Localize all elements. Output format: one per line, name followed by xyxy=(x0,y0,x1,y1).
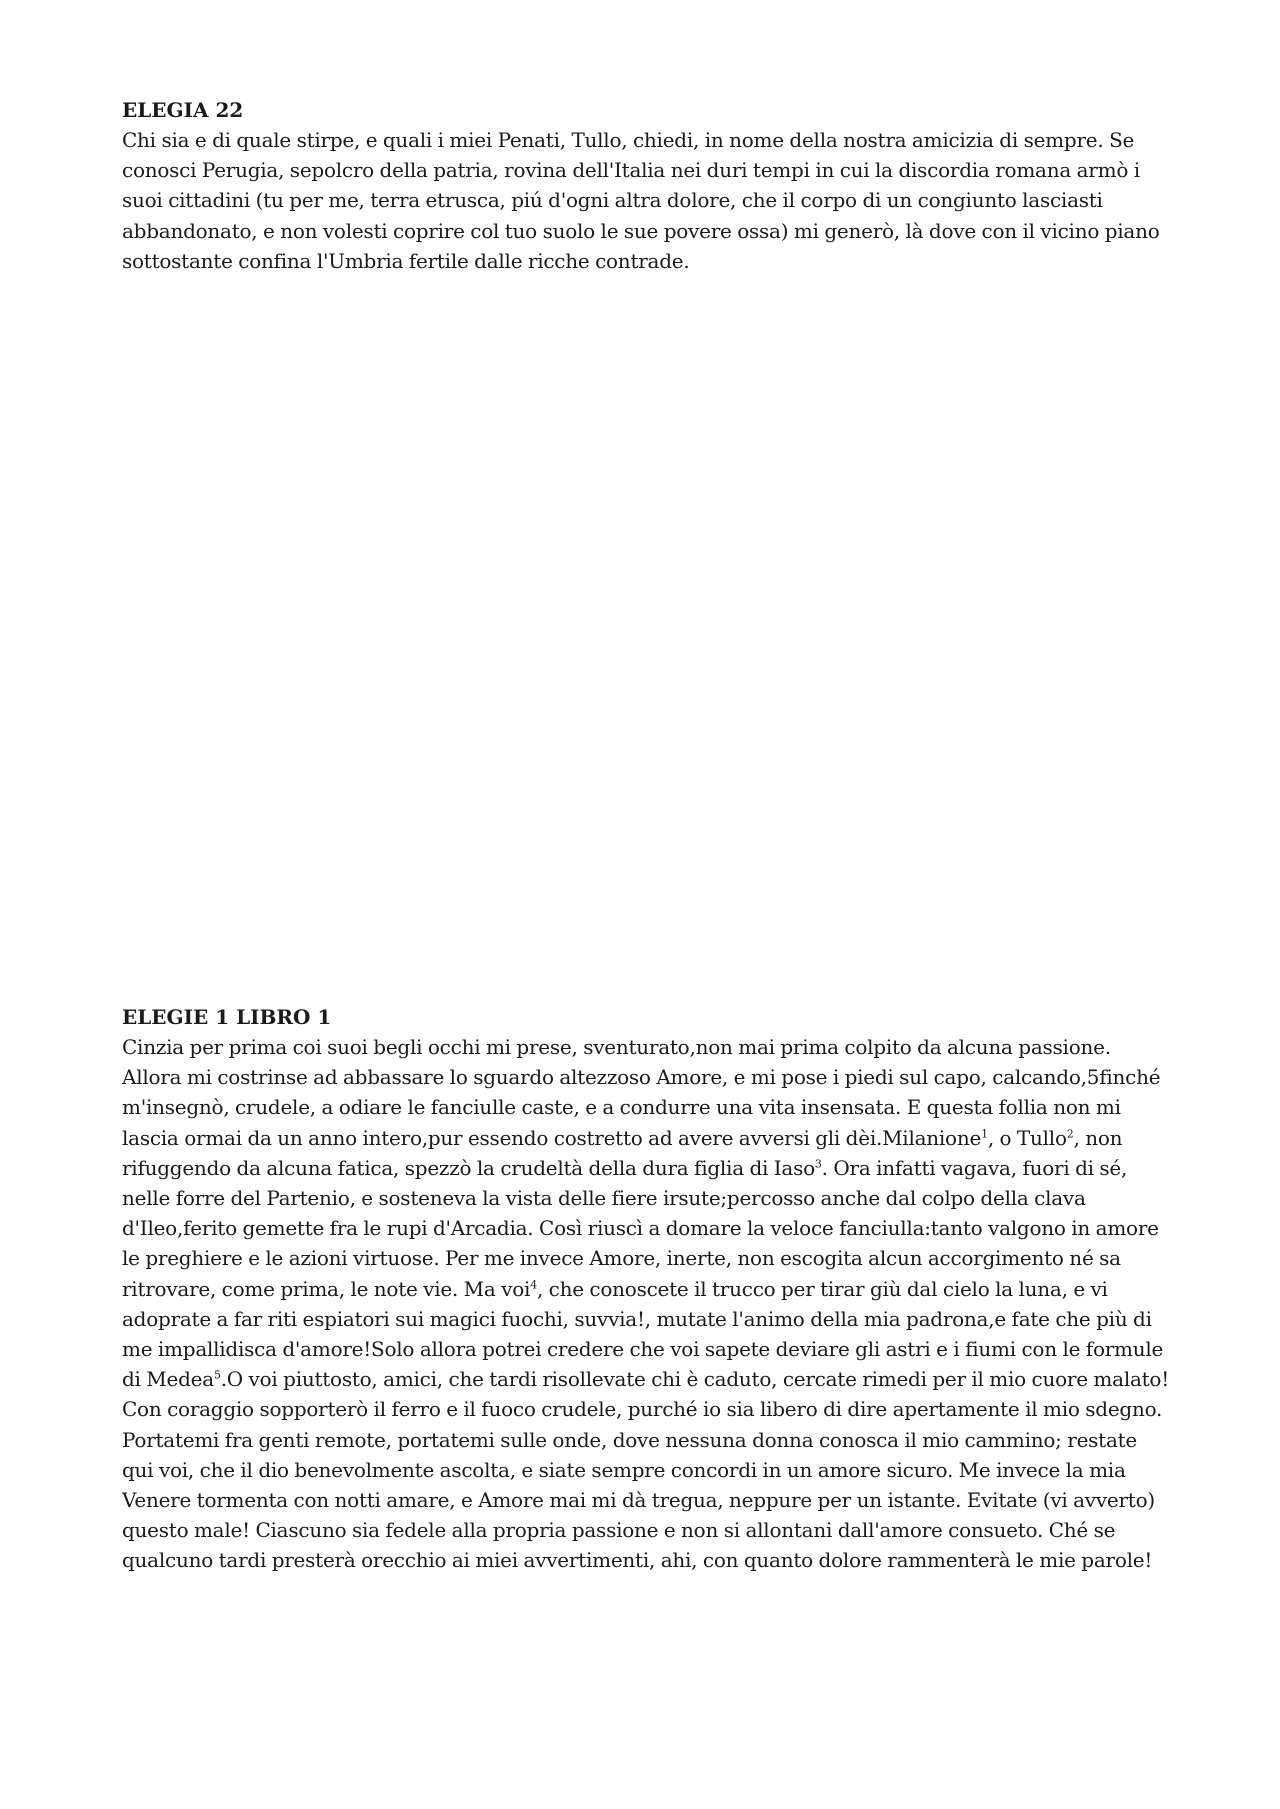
body-text-run: , che conoscete il trucco per tirar giù dal cielo la luna, e vi adoprate a far riti espiatori sui magici fuochi, suvvia!, mutate l'animo della mia padrona,e fate che più di me impallidisca d'amore!Solo allora potrei credere che voi sapete deviare gli astri e i fiumi con le formule di Medea xyxy=(122,1276,1164,1392)
footnote-ref-2: 2 xyxy=(1066,1126,1074,1140)
body-text-run: , o Tullo xyxy=(987,1125,1067,1150)
section-body-text: Chi sia e di quale stirpe, e quali i miei Penati, Tullo, chiedi, in nome della nostra amicizia di sempre. Se conosci Perugia, sepolcro della patria, rovina dell'Italia nei duri tempi in cui la discordia romana armò i suoi cittadini (tu per me, terra etrusca, piú d'ogni altra dolore, che il corpo di un congiunto lasciasti abbandonato, e non volesti coprire col tuo suolo le sue povere ossa) mi generò, là dove con il vicino piano sottostante confina l'Umbria fertile dalle ricche contrade. xyxy=(122,128,1160,273)
section-elegie-1-libro-1 xyxy=(122,1002,1172,1576)
body-text-run: Cinzia per prima coi suoi begli occhi mi prese, sventurato,non mai prima colpito da alcuna passione. Allora mi costrinse ad abbassare lo sguardo altezzoso Amore, e mi pose i piedi sul capo, calcando,5finché m'insegnò, crudele, a odiare le fanciulle caste, e a condurre una vita insensata. E questa follia non mi lascia ormai da un anno intero,pur essendo costretto ad avere avversi gli dèi.Milanione xyxy=(122,1035,1161,1150)
footnote-ref-4: 4 xyxy=(530,1277,537,1291)
section-heading: ELEGIA 22 xyxy=(122,98,244,122)
body-text-run: . Ora infatti vagava, fuori di sé, nelle forre del Partenio, e sosteneva la vista delle fiere irsute;percosso anche dal colpo della clava d'Ileo,ferito gemette fra le rupi d'Arcadia. Così riuscì a domare la veloce fanciulla:tanto valgono in amore le preghiere e le azioni virtuose. Per me invece Amore, inerte, non escogita alcun accorgimento né sa ritrovare, come prima, le note vie. Ma voi xyxy=(122,1155,1159,1301)
section-elegia-22 xyxy=(122,95,1172,276)
body-text-run: , non rifuggendo da alcuna fatica, spezzò la crudeltà della dura figlia di Iaso xyxy=(122,1125,1123,1180)
section-heading: ELEGIE 1 LIBRO 1 xyxy=(122,1005,332,1029)
footnote-ref-1: 1 xyxy=(981,1126,988,1140)
footnote-ref-3: 3 xyxy=(814,1157,822,1171)
section-body-text xyxy=(122,1032,1172,1576)
footnote-ref-5: 5 xyxy=(213,1368,221,1382)
body-text-run: .O voi piuttosto, amici, che tardi risollevate chi è caduto, cercate rimedi per il mio cuore malato! Con coraggio sopporterò il ferro e il fuoco crudele, purché io sia libero di dire apertamente il mio sdegno. Portatemi fra genti remote, portatemi sulle onde, dove nessuna donna conosca il mio cammino; restate qui voi, che il dio benevolmente ascolta, e siate sempre concordi in un amore sicuro. Me invece la mia Venere tormenta con notti amare, e Amore mai mi dà tregua, neppure per un istante. Evitate (vi avverto) questo male! Ciascuno sia fedele alla propria passione e non si allontani dall'amore consueto. Ché se qualcuno tardi presterà orecchio ai miei avvertimenti, ahi, con quanto dolore rammenterà le mie parole! xyxy=(122,1367,1170,1573)
